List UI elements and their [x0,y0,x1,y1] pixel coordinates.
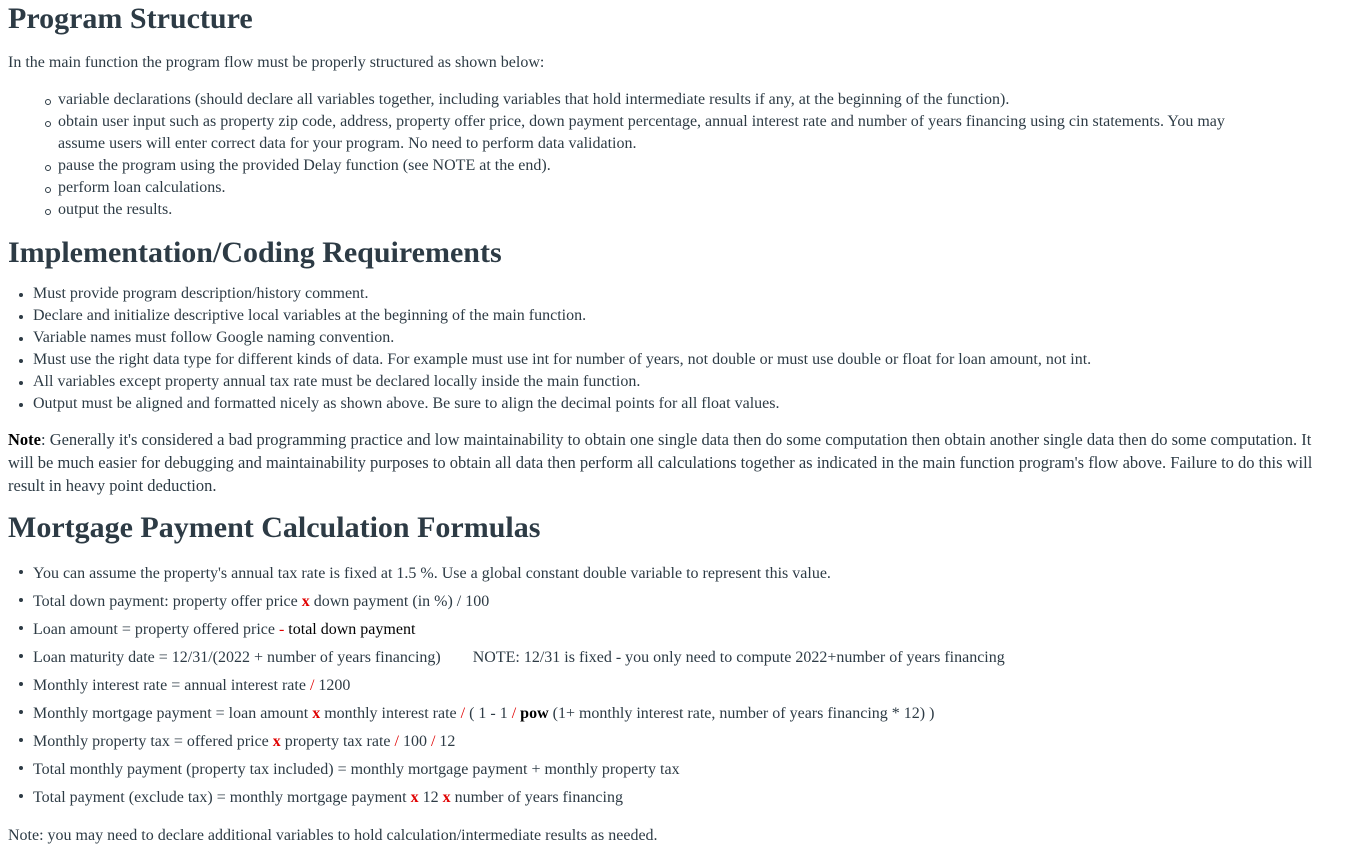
list-item: output the results. [58,199,1238,221]
formula-total-monthly: Total monthly payment (property tax included) = monthly mortgage payment + monthly property tax [33,756,1353,784]
formula-monthly-interest: Monthly interest rate = annual interest rate / 1200 [33,672,1353,700]
list-item: Variable names must follow Google naming convention. [33,327,1353,349]
formula-down-payment: Total down payment: property offer price x down payment (in %) / 100 [33,588,1353,616]
list-item: Must provide program description/history comment. [33,283,1353,305]
heading-program-structure: Program Structure [8,2,253,35]
formula-monthly-mortgage: Monthly mortgage payment = loan amount x monthly interest rate / ( 1 - 1 / pow (1+ monthly interest rate, number of years financing * 12) ) [33,700,1353,728]
program-structure-intro: In the main function the program flow must be properly structured as shown below: [8,54,545,71]
note-text: : Generally it's considered a bad programming practice and low maintainability to obtain one single data then do some computation then obtain another single data then do some computation. It will be much easier for debugging and maintainability purposes to obtain all data then perform all calculations together as indicated in the main function program's flow above. Failure to do this will result in heavy point deduction. [8,430,1313,495]
list-item: Output must be aligned and formatted nicely as shown above. Be sure to align the decimal points for all float values. [33,393,1353,415]
program-flow-list [58,89,1238,221]
list-item: All variables except property annual tax rate must be declared locally inside the main function. [33,371,1353,393]
heading-implementation: Implementation/Coding Requirements [8,236,502,269]
list-item: Must use the right data type for different kinds of data. For example must use int for number of years, not double or must use double or float for loan amount, not int. [33,349,1353,371]
heading-formulas: Mortgage Payment Calculation Formulas [8,511,541,544]
formula-property-tax: Monthly property tax = offered price x property tax rate / 100 / 12 [33,728,1353,756]
formula-maturity-date: Loan maturity date = 12/31/(2022 + number of years financing) NOTE: 12/31 is fixed - you only need to compute 2022+number of years financing [33,644,1353,672]
formula-loan-amount: Loan amount = property offered price - total down payment [33,616,1353,644]
note-label: Note [8,430,41,449]
formulas-list [33,560,1353,812]
list-item: pause the program using the provided Delay function (see NOTE at the end). [58,155,1238,177]
list-item: variable declarations (should declare all variables together, including variables that hold intermediate results if any, at the beginning of the function). [58,89,1238,111]
implementation-note [8,428,1318,497]
implementation-list [33,283,1353,415]
formula-tax-rate: You can assume the property's annual tax rate is fixed at 1.5 %. Use a global constant double variable to represent this value. [33,560,1353,588]
list-item: obtain user input such as property zip code, address, property offer price, down payment percentage, annual interest rate and number of years financing using cin statements. You may assume users will enter correct data for your program. No need to perform data validation. [58,111,1238,155]
list-item: Declare and initialize descriptive local variables at the beginning of the main function. [33,305,1353,327]
formula-total-payment: Total payment (exclude tax) = monthly mortgage payment x 12 x number of years financing [33,784,1353,812]
list-item: perform loan calculations. [58,177,1238,199]
final-note: Note: you may need to declare additional variables to hold calculation/intermediate results as needed. [8,827,658,844]
